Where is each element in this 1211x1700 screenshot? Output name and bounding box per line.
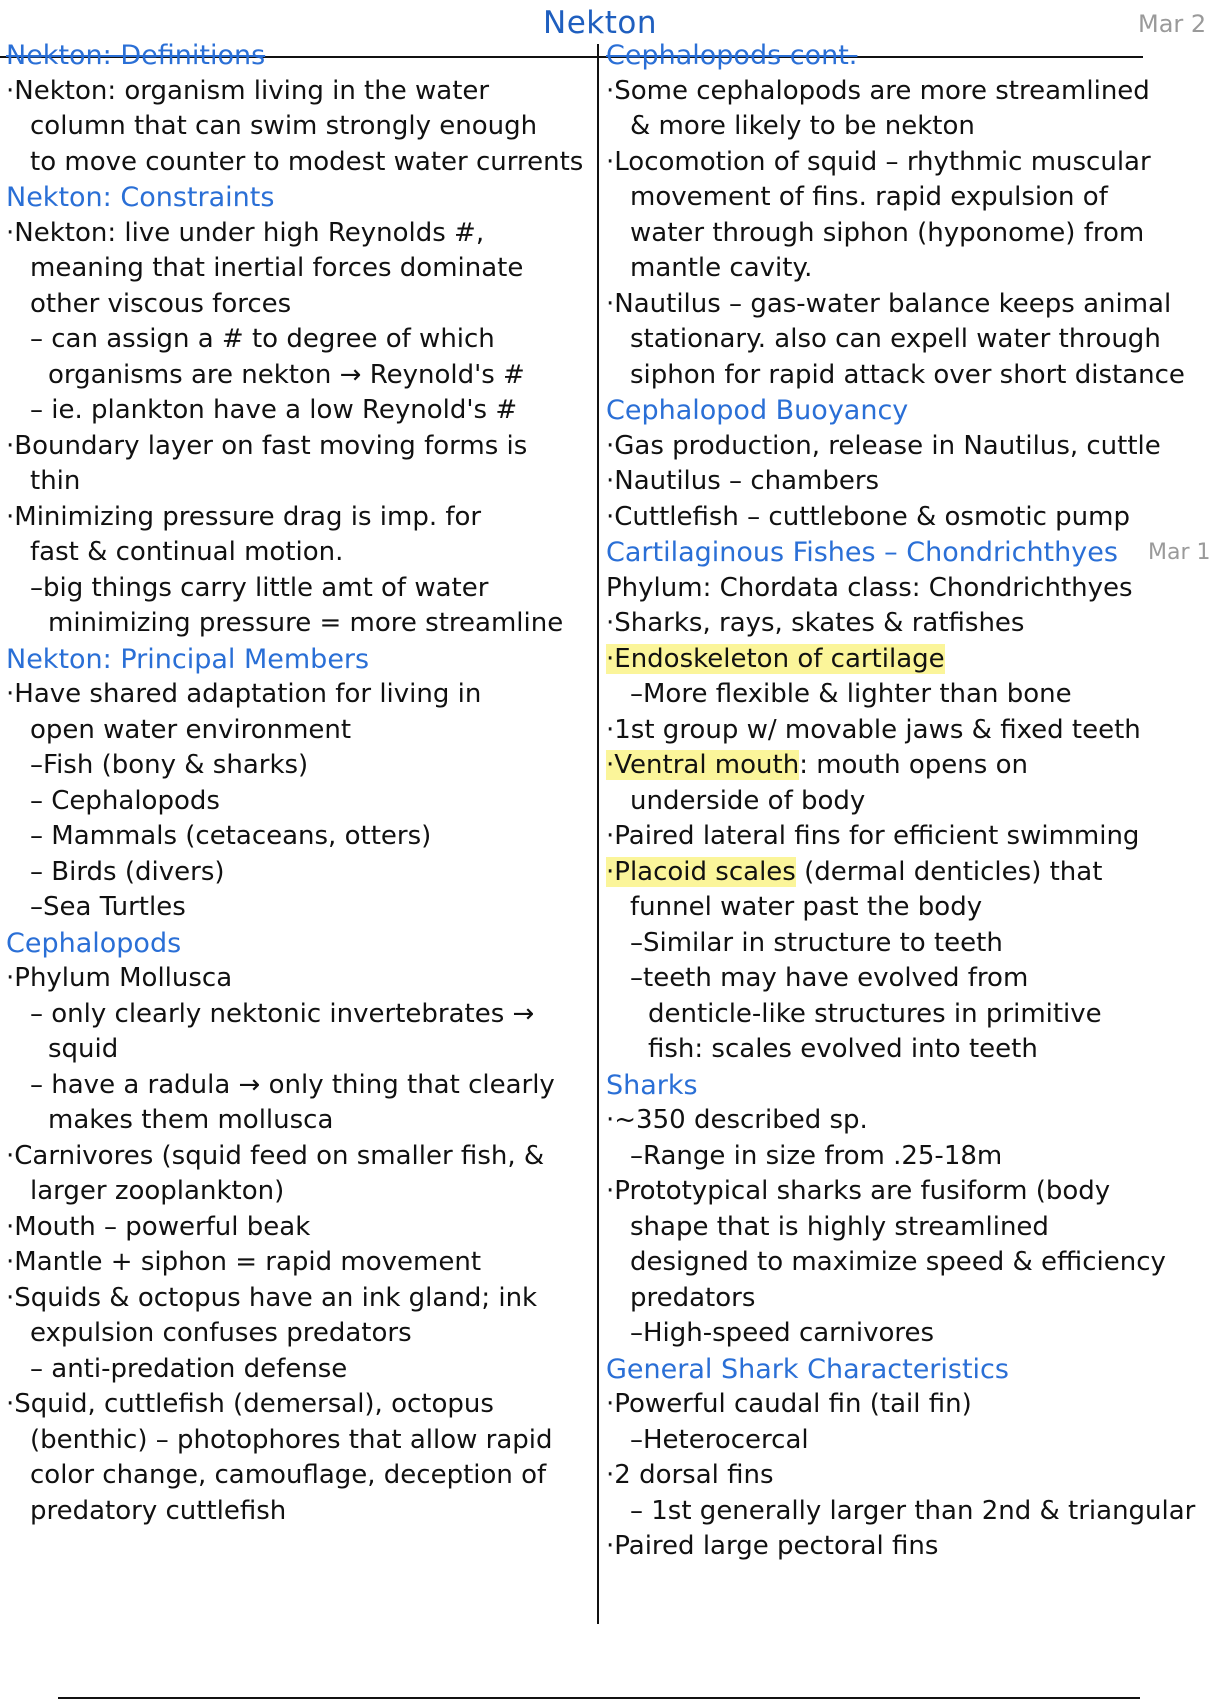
note-text: Cephalopods (6, 927, 182, 959)
note-line (6, 1210, 591, 1246)
section-heading (606, 1068, 1200, 1104)
note-text: shape that is highly streamlined (630, 1211, 1049, 1242)
note-line (606, 1316, 1200, 1352)
note-line (606, 74, 1200, 110)
note-text: – 1st generally larger than 2nd & triangular (630, 1495, 1196, 1526)
note-text: Phylum: Chordata class: Chondrichthyes (606, 572, 1133, 603)
note-line (606, 1458, 1200, 1494)
note-text: Nekton: Principal Members (6, 643, 370, 675)
note-line (606, 1529, 1200, 1565)
note-line (6, 571, 591, 607)
note-text: Nekton: Definitions (6, 40, 266, 71)
note-text: stationary. also can expell water through (630, 324, 1161, 354)
note-text: ·Boundary layer on fast moving forms is (6, 430, 528, 461)
note-text: –Fish (bony & sharks) (30, 750, 309, 780)
note-text: – can assign a # to degree of which (30, 324, 495, 354)
note-line (606, 606, 1200, 642)
note-line (6, 713, 591, 749)
left-column-notes (6, 38, 591, 1529)
section-heading (606, 38, 1200, 74)
note-line (6, 784, 591, 820)
note-text: expulsion confuses predators (30, 1318, 412, 1348)
note-text: –More flexible & lighter than bone (630, 679, 1072, 709)
note-text: & more likely to be nekton (630, 111, 975, 141)
note-line (606, 429, 1200, 465)
note-text: thin (30, 466, 81, 496)
note-line (6, 216, 591, 252)
note-line (6, 1139, 591, 1175)
note-line (606, 1032, 1200, 1068)
note-text: ·Some cephalopods are more streamlined (606, 75, 1150, 106)
note-text: larger zooplankton) (30, 1176, 285, 1206)
note-text: column that can swim strongly enough (30, 111, 538, 141)
note-line (6, 961, 591, 997)
note-text: predators (630, 1282, 756, 1313)
note-line (606, 855, 1200, 891)
note-line (6, 748, 591, 784)
note-line (6, 1281, 591, 1317)
note-text: ·Locomotion of squid – rhythmic muscular (606, 146, 1151, 177)
note-line (606, 216, 1200, 252)
note-line (606, 145, 1200, 181)
note-text: minimizing pressure = more streamline (48, 608, 564, 638)
note-text: ·Gas production, release in Nautilus, cuttle (606, 430, 1161, 461)
note-line (606, 713, 1200, 749)
note-text: open water environment (30, 714, 352, 745)
note-text: : mouth opens on (799, 750, 1028, 780)
note-text: ·Have shared adaptation for living in (6, 679, 482, 709)
highlighted-text: ·Placoid scales (606, 856, 796, 887)
note-line (6, 1494, 591, 1530)
note-line (606, 180, 1200, 216)
note-text: –High-speed carnivores (630, 1318, 935, 1348)
note-line (606, 926, 1200, 962)
note-text: ·Powerful caudal fin (tail fin) (606, 1389, 972, 1419)
section-heading (6, 926, 591, 962)
note-line (6, 464, 591, 500)
note-line (6, 109, 591, 145)
note-text: (dermal denticles) that (795, 856, 1103, 887)
note-line (6, 677, 591, 713)
note-text: Cephalopod Buoyancy (606, 395, 909, 426)
note-line (6, 1458, 591, 1494)
note-text: movement of fins. rapid expulsion of (630, 182, 1108, 212)
note-line (606, 571, 1200, 607)
note-line (6, 1387, 591, 1423)
note-line (6, 1423, 591, 1459)
note-text: ·Squids & octopus have an ink gland; ink (6, 1282, 538, 1313)
note-text: ·1st group w/ movable jaws & fixed teeth (606, 714, 1141, 745)
highlighted-text: ·Endoskeleton of cartilage (606, 643, 945, 674)
note-text: –big things carry little amt of water (30, 572, 489, 603)
note-text: Cephalopods cont. (606, 40, 858, 71)
note-text: –Heterocercal (630, 1424, 809, 1455)
note-line (606, 1387, 1200, 1423)
note-line (6, 606, 591, 642)
note-line (6, 429, 591, 465)
note-line (6, 1174, 591, 1210)
note-line (606, 961, 1200, 997)
highlighted-text: ·Ventral mouth (606, 750, 800, 780)
note-line (606, 677, 1200, 713)
note-line (6, 1352, 591, 1388)
note-text: ·Carnivores (squid feed on smaller fish, & (6, 1140, 545, 1171)
note-text: – Birds (divers) (30, 856, 225, 887)
note-line (606, 464, 1200, 500)
note-line (6, 535, 591, 571)
note-line (6, 819, 591, 855)
note-line (606, 1494, 1200, 1530)
note-text: – only clearly nektonic invertebrates → (30, 998, 535, 1029)
note-line (606, 322, 1200, 358)
note-line (6, 500, 591, 536)
note-line (606, 109, 1200, 145)
note-line (606, 500, 1200, 536)
note-text: ·Mouth – powerful beak (6, 1211, 311, 1242)
note-text: denticle-like structures in primitive (648, 998, 1102, 1029)
note-line (606, 1281, 1200, 1317)
note-text: squid (48, 1034, 119, 1064)
note-line (606, 1139, 1200, 1175)
note-line (606, 642, 1200, 678)
note-text: color change, camouflage, deception of (30, 1460, 547, 1490)
note-text: ·Squid, cuttlefish (demersal), octopus (6, 1389, 494, 1419)
note-text: underside of body (630, 785, 866, 816)
note-line (606, 1245, 1200, 1281)
note-text: Sharks (606, 1069, 698, 1101)
note-text: ·2 dorsal fins (606, 1460, 774, 1490)
note-line (606, 1210, 1200, 1246)
note-text: Cartilaginous Fishes – Chondrichthyes (606, 537, 1118, 568)
note-line (6, 1245, 591, 1281)
note-text: – Cephalopods (30, 785, 220, 816)
note-text: – Mammals (cetaceans, otters) (30, 821, 432, 851)
note-text: ·Phylum Mollusca (6, 963, 233, 993)
note-text: ·Nekton: organism living in the water (6, 75, 490, 106)
note-line (606, 819, 1200, 855)
margin-date: Mar 1 (1148, 540, 1211, 565)
note-line (6, 322, 591, 358)
note-line (606, 287, 1200, 323)
note-text: to move counter to modest water currents (30, 146, 584, 177)
section-heading (6, 38, 591, 74)
note-text: ·Minimizing pressure drag is imp. for (6, 501, 482, 532)
note-line (6, 287, 591, 323)
bottom-rule-divider (58, 1697, 1140, 1699)
note-text: other viscous forces (30, 288, 292, 319)
note-text: ·Prototypical sharks are fusiform (body (606, 1176, 1111, 1206)
note-text: organisms are nekton → Reynold's # (48, 359, 525, 390)
note-line (606, 1103, 1200, 1139)
note-text: makes them mollusca (48, 1105, 334, 1135)
note-text: – ie. plankton have a low Reynold's # (30, 395, 518, 425)
note-line (606, 1423, 1200, 1459)
note-line (6, 1032, 591, 1068)
note-text: ·~350 described sp. (606, 1105, 868, 1135)
note-line (606, 784, 1200, 820)
page-title: Nekton (543, 5, 657, 41)
note-text: fish: scales evolved into teeth (648, 1034, 1038, 1064)
note-text: fast & continual motion. (30, 537, 344, 567)
section-heading (6, 642, 591, 678)
note-text: ·Paired large pectoral fins (606, 1531, 939, 1561)
note-line (6, 1068, 591, 1104)
note-text: (benthic) – photophores that allow rapid (30, 1424, 553, 1455)
note-text: funnel water past the body (630, 892, 983, 922)
note-text: designed to maximize speed & efficiency (630, 1247, 1166, 1277)
note-line (606, 251, 1200, 287)
note-text: ·Nautilus – chambers (606, 466, 880, 496)
note-text: ·Nekton: live under high Reynolds #, (6, 217, 485, 248)
note-text: – have a radula → only thing that clearly (30, 1069, 555, 1100)
note-line (6, 890, 591, 926)
note-text: mantle cavity. (630, 253, 813, 283)
note-line (606, 997, 1200, 1033)
right-column-notes (606, 38, 1211, 1565)
note-line (6, 997, 591, 1033)
note-text: Nekton: Constraints (6, 182, 275, 213)
note-text: –teeth may have evolved from (630, 963, 1029, 993)
note-text: ·Cuttlefish – cuttlebone & osmotic pump (606, 501, 1130, 532)
section-heading (6, 180, 591, 216)
note-text: General Shark Characteristics (606, 1353, 1009, 1385)
note-text: water through siphon (hyponome) from (630, 217, 1145, 248)
column-divider (597, 44, 599, 1624)
note-line (6, 1103, 591, 1139)
note-line (6, 358, 591, 394)
note-text: ·Sharks, rays, skates & ratfishes (606, 608, 1025, 638)
note-text: meaning that inertial forces dominate (30, 253, 524, 283)
section-heading (606, 535, 1211, 571)
section-heading (606, 1352, 1200, 1388)
section-heading (606, 393, 1200, 429)
note-line (606, 748, 1200, 784)
note-line (6, 74, 591, 110)
note-text: ·Paired lateral fins for efficient swimming (606, 821, 1140, 851)
note-line (6, 1316, 591, 1352)
note-text: predatory cuttlefish (30, 1495, 287, 1526)
note-text: –Similar in structure to teeth (630, 927, 1003, 958)
note-text: –Sea Turtles (30, 892, 186, 922)
note-line (606, 1174, 1200, 1210)
note-line (6, 145, 591, 181)
note-line (606, 358, 1200, 394)
page-date: Mar 2 (1138, 10, 1207, 38)
note-text: – anti-predation defense (30, 1353, 348, 1384)
note-line (6, 393, 591, 429)
note-text: siphon for rapid attack over short distance (630, 359, 1185, 390)
note-line (6, 251, 591, 287)
note-text: ·Mantle + siphon = rapid movement (6, 1247, 482, 1277)
note-line (6, 855, 591, 891)
note-line (606, 890, 1200, 926)
note-text: ·Nautilus – gas-water balance keeps animal (606, 288, 1172, 319)
note-text: –Range in size from .25-18m (630, 1140, 1003, 1171)
